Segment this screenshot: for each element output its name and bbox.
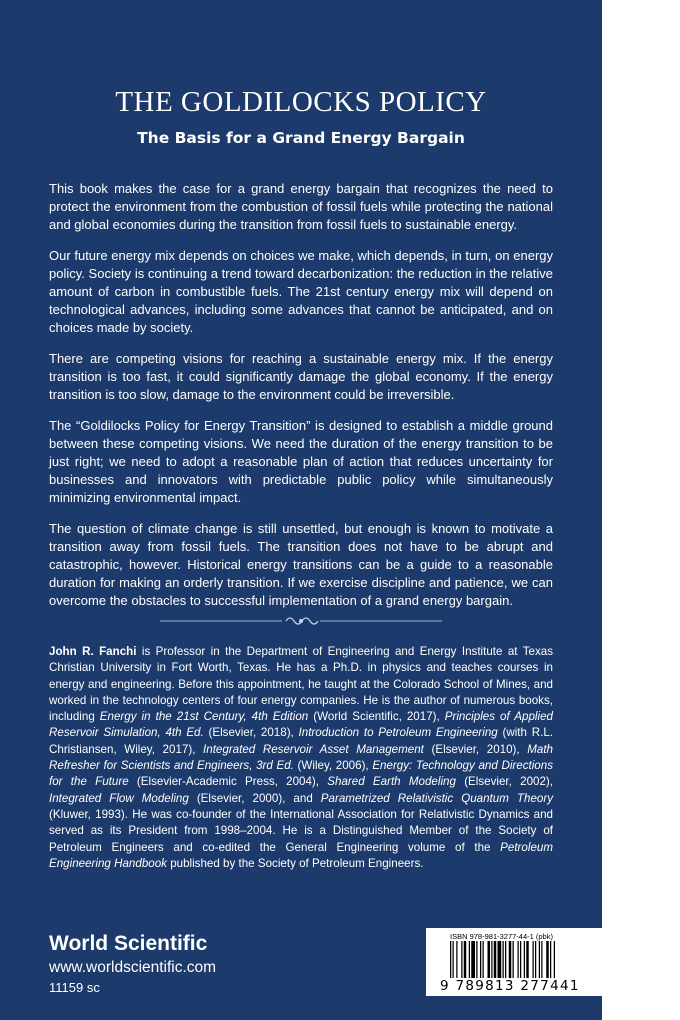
- blurb-paragraph: This book makes the case for a grand energy bargain that recognizes the need to protect the environment from the combustion of fossil fuels while protecting the national and global economies during the transition from fossil fuels to sustainable energy.: [49, 181, 553, 232]
- bio-text: published by the Society of Petroleum Engineers.: [166, 856, 424, 870]
- book-reference: Energy in the 21st Century, 4th Edition: [99, 710, 309, 724]
- blurb-paragraph: The “Goldilocks Policy for Energy Transition” is designed to establish a middle ground between these competing visions. We need the duration of the energy transition to be just right; we need to adopt a reasonable plan of action that reduces uncertainty for businesses and innovators with predictable public policy while simultaneously minimizing environmental impact.: [49, 418, 553, 505]
- book-reference: Shared Earth Modeling: [327, 775, 456, 789]
- bio-text: is Professor in the Department of Engineering and Energy Institute at Texas Christian University in Fort Worth, Texas. He has a Ph.D. in physics and teaches courses in energy and engineering. Before this appointment, he taught at the Colorado School of Mines, and worked in the technology centers of four energy companies. He is the author of numerous books, including: [49, 645, 554, 724]
- book-subtitle: The Basis for a Grand Energy Bargain: [137, 129, 465, 147]
- barcode-number: 9 789813 277441: [440, 978, 580, 994]
- bio-text: (Elsevier, 2000), and: [188, 791, 321, 805]
- bio-text: (World Scientific, 2017),: [308, 710, 445, 724]
- book-reference: Integrated Reservoir Asset Management: [203, 742, 424, 756]
- book-reference: Integrated Flow Modeling: [49, 791, 189, 805]
- bio-text: (Kluwer, 1993). He was co-founder of the International Association for Relativistic Dynamics and served as its President from 1998–2004. He is a Distinguished Member of the Society of Petroleum Engineers and co-edited the General Engineering volume of the: [49, 807, 553, 854]
- blurb-paragraph: The question of climate change is still unsettled, but enough is known to motivate a transition away from fossil fuels. The transition does not have to be abrupt and catastrophic, however. Historical energy transitions can be a guide to a reasonable duration for making an orderly transition. If we exercise discipline and patience, we can overcome the obstacles to successful implementation of a grand energy bargain.: [49, 521, 553, 608]
- book-reference: Introduction to Petroleum Engineering: [298, 726, 498, 740]
- bio-text: (Elsevier, 2002),: [455, 775, 553, 789]
- publisher-name: World Scientific: [49, 932, 208, 955]
- bio-text: (Elsevier-Academic Press, 2004),: [128, 775, 328, 789]
- bio-text: (with R.L. Christiansen, Wiley, 2017),: [49, 726, 553, 756]
- isbn-label: ISBN 978-981-3277-44-1 (pbk): [450, 932, 553, 941]
- book-title: THE GOLDILOCKS POLICY: [115, 86, 487, 118]
- book-reference: Petroleum Engineering Handbook: [49, 840, 553, 870]
- bio-text: (Wiley, 2006),: [293, 759, 373, 773]
- book-reference: Energy: Technology and Directions for the Future: [49, 759, 553, 789]
- bio-text: (Elsevier, 2018),: [203, 726, 299, 740]
- blurb-paragraph: There are competing visions for reaching a sustainable energy mix. If the energy transition is too fast, it could significantly damage the global economy. If the energy transition is too slow, damage to the environment could be irreversible.: [49, 351, 553, 402]
- catalog-code: 11159 sc: [49, 980, 100, 995]
- barcode-icon: [450, 941, 596, 978]
- bio-text: (Elsevier, 2010),: [423, 742, 528, 756]
- blurb: [49, 180, 553, 623]
- author-bio: [49, 644, 553, 872]
- isbn-barcode: [426, 928, 602, 996]
- blurb-paragraph: Our future energy mix depends on choices we make, which depends, in turn, on energy policy. Society is continuing a trend toward decarbonization: the reduction in the relative amount of carbon in combustible fuels. The 21st century energy mix will depend on technological advances, including some advances that cannot be anticipated, and on choices made by society.: [49, 248, 553, 335]
- book-reference: Parametrized Relativistic Quantum Theory: [320, 791, 553, 805]
- flourish-divider-icon: [160, 614, 442, 628]
- author-name: John R. Fanchi: [49, 645, 137, 658]
- book-reference: Math Refresher for Scientists and Engineers, 3rd Ed.: [49, 742, 553, 773]
- publisher-website: www.worldscientific.com: [49, 959, 217, 976]
- book-reference: Principles of Applied Reservoir Simulation, 4th Ed.: [49, 710, 553, 740]
